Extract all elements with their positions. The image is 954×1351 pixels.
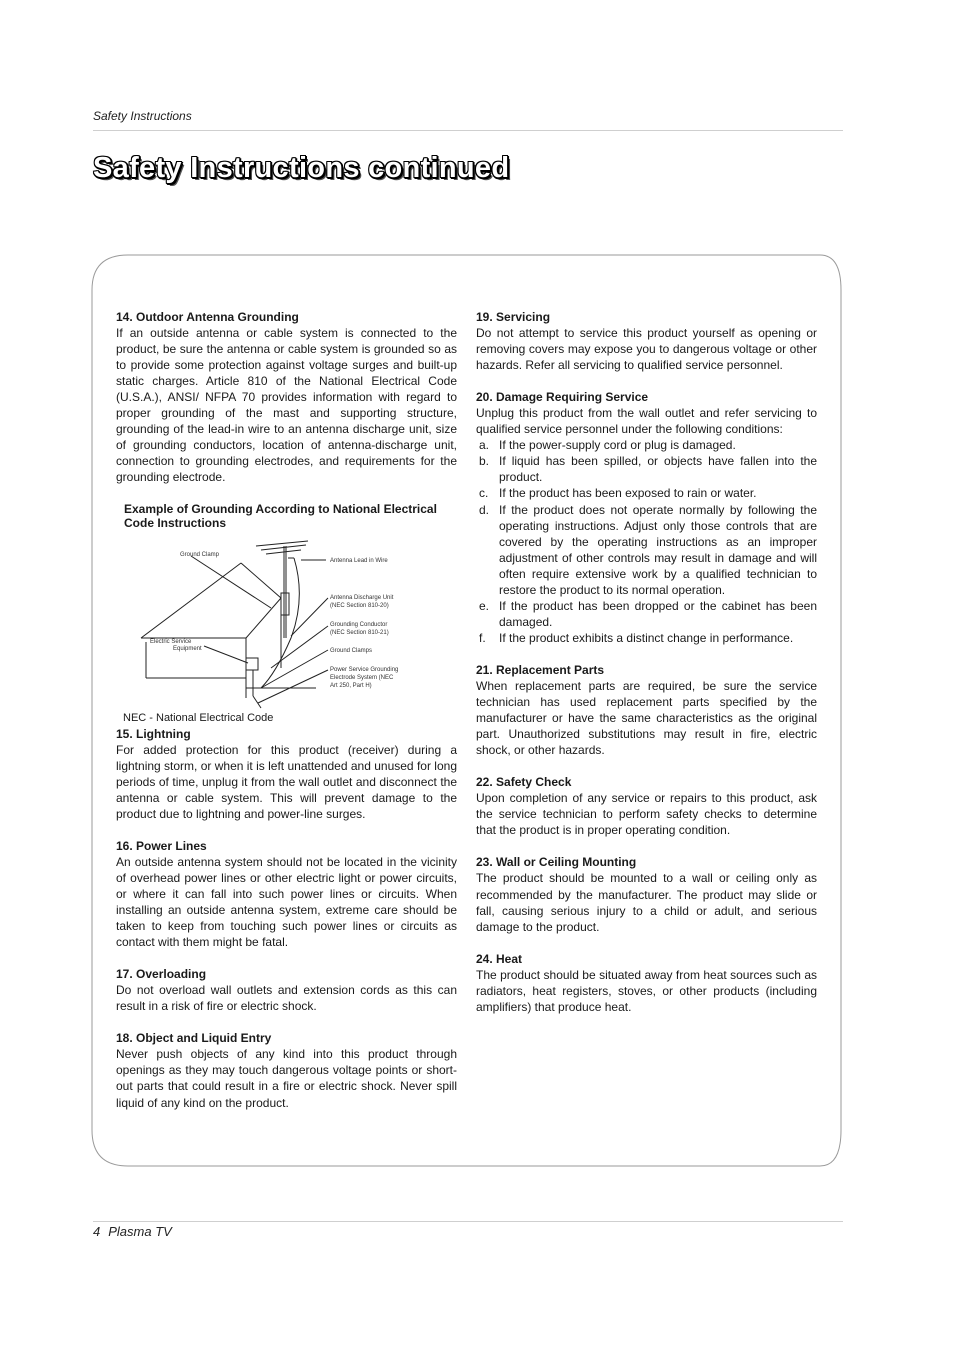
list-text: If the product does not operate normally by following the operating instructions. Adjust only those controls that are covered by the operating instructions as an improper adjustment of other controls may result in damage and will often require extensive work by a qualified technician to restore the product to its normal operation. (499, 502, 817, 597)
section-heading: 14. Outdoor Antenna Grounding (116, 310, 299, 324)
section-body: For added protection for this product (receiver) during a lightning storm, or when it is left unattended and unused for long periods of time, unplug it from the wall outlet and disconnect the antenna or cable system. This will prevent damage to the product due to lightning and power-line surges. (116, 742, 457, 821)
list-marker: e. (479, 598, 490, 613)
section-body: Upon completion of any service or repairs to this product, ask the service technician to perform safety checks to determine that the product is in proper operating condition. (476, 791, 817, 838)
diagram-label-equipment: Equipment (173, 645, 202, 652)
example-heading: Example of Grounding According to National Electrical Code Instructions (124, 501, 437, 530)
section-heading: 21. Replacement Parts (476, 662, 605, 677)
section-body: When replacement parts are required, be sure the service technician has used replacement parts specified by the manufacturer or have the same characteristics as the original part. Unauthorized substitutions may result in fire, electric shock, or other hazards. (476, 678, 817, 758)
product-name: Plasma TV (108, 1224, 172, 1239)
list-text: If the product exhibits a distinct change in performance. (499, 630, 794, 645)
section-heading: 20. Damage Requiring Service (476, 390, 649, 405)
list-item (476, 437, 817, 453)
diagram-label-power-service: Power Service Grounding (330, 666, 399, 673)
diagram-label-ground-clamp: Ground Clamp (180, 551, 220, 558)
list-marker: f. (479, 630, 486, 645)
list-item (476, 485, 817, 501)
section-body: Unplug this product from the wall outlet and refer servicing to qualified service personnel under the following conditions: (476, 406, 817, 437)
list-text: If the power-supply cord or plug is damaged. (499, 438, 736, 453)
page-number: 4 (93, 1224, 101, 1239)
section-body: Do not attempt to service this product yourself as opening or removing covers may expose you to dangerous voltage or other hazards. Refer all servicing to qualified service personnel. (476, 326, 817, 373)
section-16 (116, 838, 457, 950)
section-body: Do not overload wall outlets and extension cords as this can result in a risk of fire or electric shock. (116, 983, 457, 1014)
section-20 (476, 389, 817, 646)
diagram-label-antenna-lead: Antenna Lead in Wire (330, 557, 388, 564)
diagram-label-electric-service: Electric Service (150, 638, 192, 645)
section-23 (476, 854, 817, 934)
running-header: Safety Instructions (93, 109, 192, 123)
list-item (476, 453, 817, 485)
section-19 (476, 309, 817, 373)
list-item (476, 630, 817, 646)
condition-list (476, 437, 817, 646)
diagram-label-discharge-ref: (NEC Section 810-20) (330, 602, 389, 609)
list-text: If liquid has been spilled, or objects have fallen into the product. (499, 454, 817, 485)
diagram-label-grounding-conductor: Grounding Conductor (330, 621, 388, 628)
diagram-label-art-ref: Art 250, Part H) (330, 682, 372, 689)
section-17 (116, 966, 457, 1014)
section-heading: 17. Overloading (116, 967, 207, 982)
section-body: If an outside antenna or cable system is connected to the product, be sure the antenna or cable system is grounded so as to provide some protection against voltage surges and built-up static charges. Article 810 of the National Electrical Code (U.S.A.), ANSI/ NFPA 70 provides information with regard to proper grounding of the mast and supporting structure, grounding of the lead-in wire to an antenna discharge unit, size of grounding conductors, location of antenna-discharge unit, connection to grounding electrodes, and requirements for the grounding electrode. (116, 326, 457, 485)
section-heading: 24. Heat (476, 951, 523, 966)
diagram-label-discharge-unit: Antenna Discharge Unit (330, 594, 394, 601)
section-heading: 22. Safety Check (476, 775, 572, 790)
section-body: Never push objects of any kind into this product through openings as they may touch dangerous voltage points or short-out parts that could result in a fire or electric shock. Never spill liquid of any kind on the product. (116, 1047, 457, 1110)
section-heading: 15. Lightning (116, 726, 191, 741)
section-15 (116, 726, 457, 822)
section-18 (116, 1030, 457, 1110)
diagram-label-ground-clamps: Ground Clamps (330, 647, 373, 654)
diagram-label-electrode-system: Electrode System (NEC (330, 674, 394, 681)
section-heading: 16. Power Lines (116, 838, 207, 853)
right-column (476, 309, 817, 1031)
section-21 (476, 662, 817, 758)
diagram-label-conductor-ref: (NEC Section 810-21) (330, 629, 389, 636)
page-footer (93, 1224, 172, 1239)
section-body: The product should be mounted to a wall or ceiling only as recommended by the manufacturer. The product may slide or fall, causing serious injury to a child or adult, and serious damage to the product. (476, 871, 817, 934)
list-marker: a. (479, 438, 490, 453)
section-heading: 19. Servicing (476, 310, 551, 324)
list-text: If the product has been dropped or the cabinet has been damaged. (499, 598, 817, 629)
section-heading: 18. Object and Liquid Entry (116, 1031, 272, 1046)
section-24 (476, 951, 817, 1015)
list-marker: b. (479, 454, 490, 469)
section-body: An outside antenna system should not be located in the vicinity of overhead power lines or other electric light or power circuits, or where it can fall into such power lines or circuits. When installing an outside antenna system, extreme care should be taken to keep from touching such power lines or circuits as contact with them might be fatal. (116, 854, 457, 950)
page-title: Safety Instructions continued (93, 152, 510, 184)
section-heading: 23. Wall or Ceiling Mounting (476, 855, 637, 870)
nec-note: NEC - National Electrical Code (123, 711, 274, 724)
list-item (476, 502, 817, 598)
list-item (476, 598, 817, 630)
list-marker: d. (479, 502, 490, 517)
section-14 (116, 309, 457, 486)
section-body: The product should be situated away from heat sources such as radiators, heat registers, stoves, or other products (including amplifiers) that produce heat. (476, 967, 817, 1014)
grounding-diagram (116, 538, 457, 710)
list-text: If the product has been exposed to rain or water. (499, 486, 757, 501)
left-column (116, 309, 457, 1127)
section-22 (476, 774, 817, 838)
footer-rule (93, 1221, 843, 1222)
list-marker: c. (479, 486, 489, 501)
